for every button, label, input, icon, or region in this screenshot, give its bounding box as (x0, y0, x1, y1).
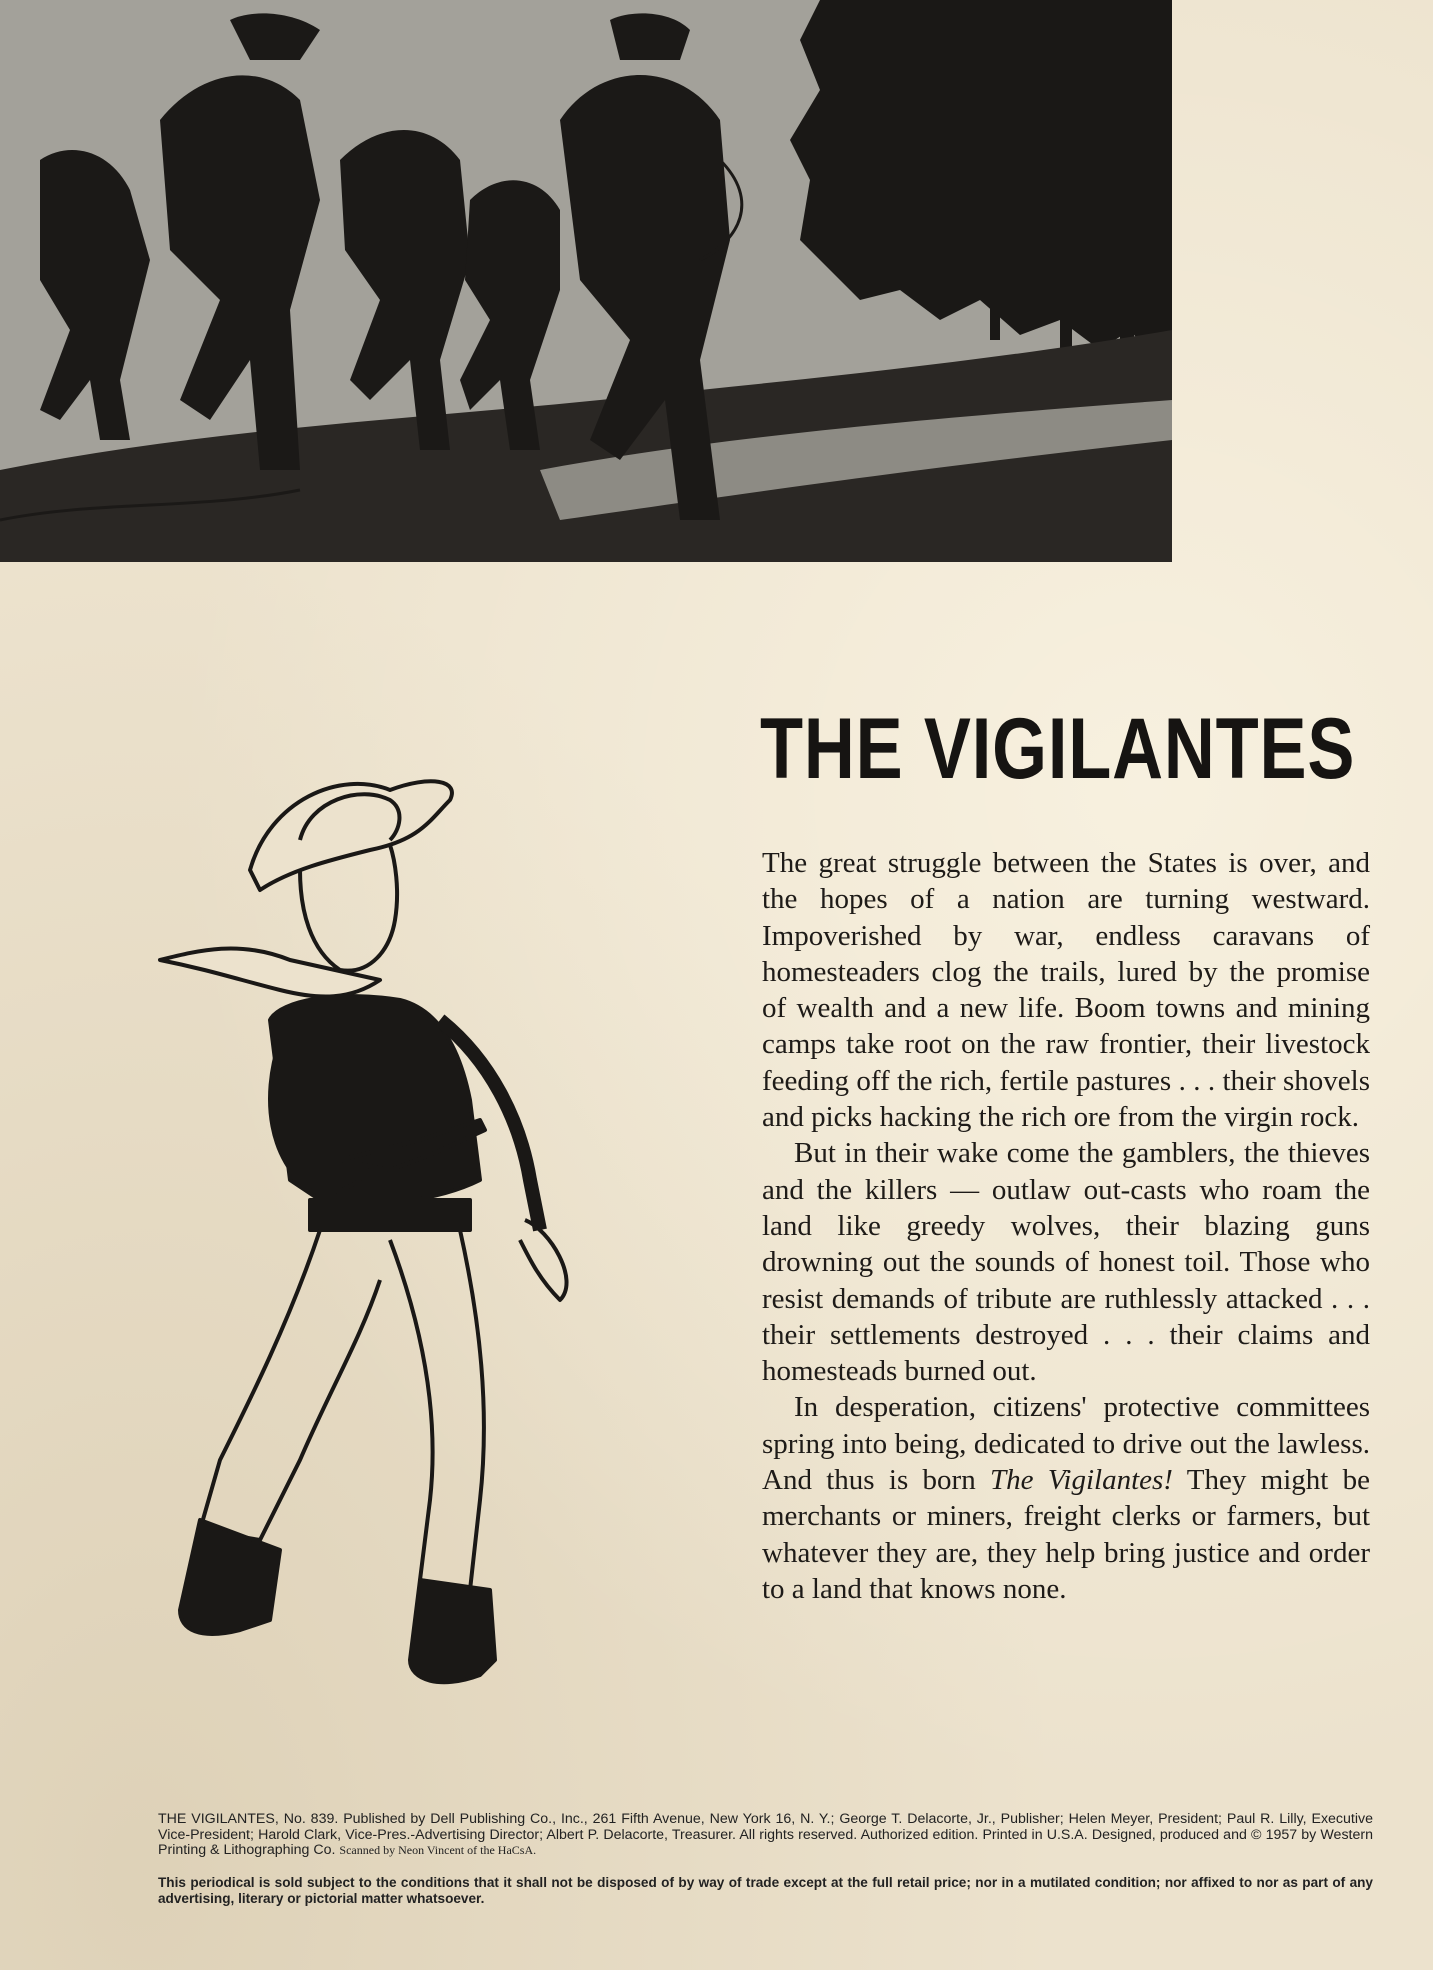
paragraph-3-end: They might be merchants or miners, freight clerks or farmers, but whatever they are, they help bring justice and order to a land that knows none. (762, 1464, 1370, 1605)
paragraph-3-italic: The Vigilantes! (990, 1464, 1173, 1497)
gunslinger-illustration (140, 760, 660, 1720)
imprint-text: THE VIGILANTES, No. 839. Published by Dell Publishing Co., Inc., 261 Fifth Avenue, New York 16, N. Y.; George T. Delacorte, Jr., Publisher; Helen Meyer, President; Paul R. Lilly, Executive Vice-President; Harold Clark, Vice-Pres.-Advertising Director; Albert P. Delacorte, Treasurer. All rights reserved. Authorized edition. Printed in U.S.A. Designed, produced and © 1957 by Western Printing & Lithographing Co. (158, 1811, 1373, 1859)
paragraph-3-start: In desperation, citizens' protective committees spring into being, dedicated to drive out the lawless. And thus is born (762, 1391, 1370, 1497)
sale-conditions: This periodical is sold subject to the conditions that it shall not be disposed of by way of trade except at the full retail price; nor in a mutilated condition; nor affixed to nor as part of any advertising, literary or pictorial matter whatsoever. (158, 1875, 1373, 1906)
riders-illustration (0, 0, 1172, 562)
gunslinger-artwork (140, 760, 660, 1720)
story-intro-text (762, 845, 1370, 1607)
publisher-imprint (158, 1812, 1373, 1859)
riders-artwork (0, 0, 1172, 562)
scan-credit: Scanned by Neon Vincent of the HaCsA. (339, 1843, 537, 1858)
paragraph-2: But in their wake come the gamblers, the thieves and the killers — outlaw out-casts who roam the land like greedy wolves, their blazing guns drowning out the sounds of honest toil. Those who resist demands of tribute are ruthlessly attacked . . . their settlements destroyed . . . their claims and homesteads burned out. (762, 1137, 1370, 1388)
page-title: THE VIGILANTES (760, 701, 1356, 797)
paragraph-3 (762, 1389, 1370, 1607)
paragraph-1: The great struggle between the States is over, and the hopes of a nation are turning westward. Impoverished by war, endless caravans of homesteaders clog the trails, lured by the promise of wealth and a new life. Boom towns and mining camps take root on the raw frontier, their livestock feeding off the rich, fertile pastures . . . their shovels and picks hacking the rich ore from the virgin rock. (762, 847, 1370, 1134)
